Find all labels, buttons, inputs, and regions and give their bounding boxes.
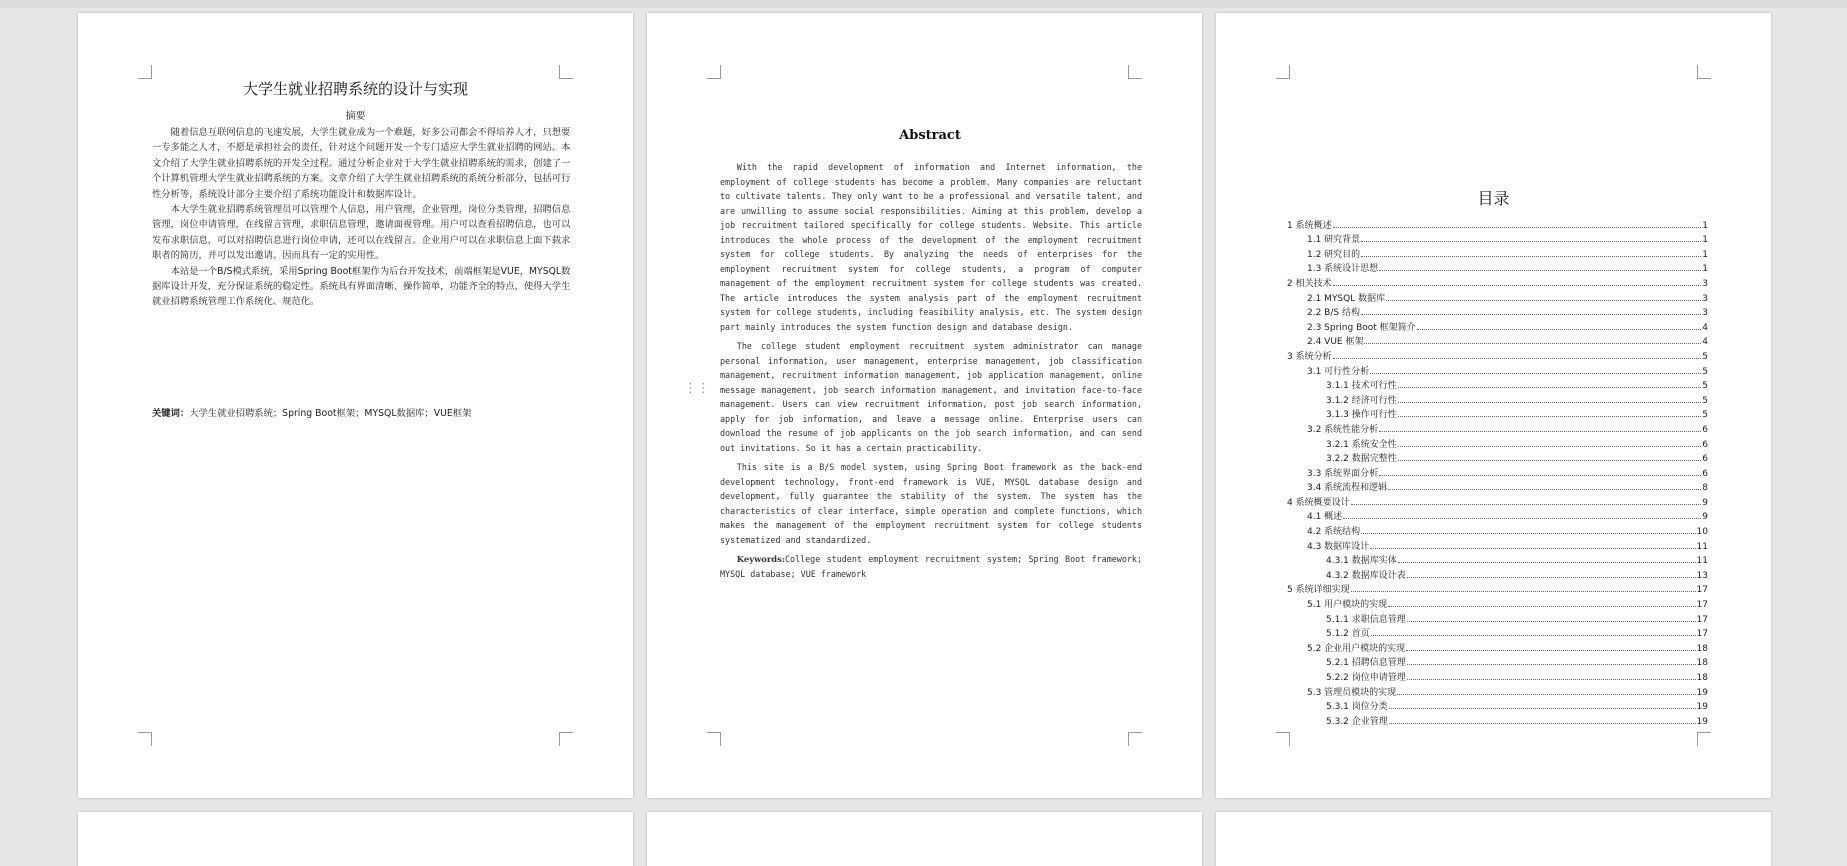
toc-entry-page-number: 5 [1702,381,1708,392]
window-top-strip [0,0,1847,8]
toc-entry[interactable] [1287,318,1708,333]
toc-entry-page-number: 1 [1702,249,1708,260]
document-page-4-partial [78,812,633,866]
toc-entry-title: 5.1.1 求职信息管理 [1326,614,1406,625]
toc-entry-page-number: 5 [1702,395,1708,406]
toc-entry-page-number: 19 [1696,702,1708,713]
toc-entry-title: 5.3.2 企业管理 [1326,716,1388,727]
toc-entry-page-number: 9 [1702,512,1708,523]
toc-entry[interactable] [1287,391,1708,406]
margin-mark [1697,65,1711,79]
toc-entry-title: 4 系统概要设计 [1287,497,1350,508]
toc-leader-dots [1379,270,1701,271]
abstract-paragraph[interactable]: 本站是一个B/S模式系统，采用Spring Boot框架作为后台开发技术，前端框架是VUE，MYSQL数据库设计开发，充分保证系统的稳定性。系统具有界面清晰、操作简单，功能齐全的特点，使得大学生就业招聘系统管理工作系统化、规范化。 [152,265,571,308]
document-page-1 [78,13,633,798]
toc-entry-page-number: 17 [1696,600,1708,611]
toc-leader-dots [1398,446,1702,447]
toc-entry-title: 3.2 系统性能分析 [1307,424,1379,435]
toc-entry-title: 3.2.2 数据完整性 [1326,454,1397,465]
toc-entry-page-number: 11 [1696,556,1708,567]
chinese-abstract-body[interactable] [152,125,572,310]
document-page-5-partial [647,812,1202,866]
toc-entry-title: 5 系统详细实现 [1287,585,1350,596]
keywords-label: Keywords: [736,554,785,564]
toc-entry[interactable] [1287,610,1708,625]
toc-entry-title: 3.3 系统界面分析 [1307,468,1379,479]
document-page-2 [647,13,1202,798]
chinese-keywords[interactable] [152,405,572,419]
toc-entry-page-number: 6 [1702,454,1708,465]
toc-entry-page-number: 1 [1702,235,1708,246]
toc-entry-page-number: 5 [1702,366,1708,377]
toc-leader-dots [1361,533,1695,534]
keywords-label: 关键词： [152,408,190,419]
toc-entry[interactable] [1287,668,1708,683]
toc-leader-dots [1333,227,1702,228]
toc-entry-page-number: 19 [1696,687,1708,698]
toc-leader-dots [1398,460,1702,461]
toc-entry-page-number: 1 [1702,220,1708,231]
toc-entry-title: 3.1.2 经济可行性 [1326,395,1397,406]
toc-entry-title: 2 相关技术 [1287,278,1332,289]
toc-leader-dots [1364,343,1701,344]
toc-entry[interactable] [1287,683,1708,698]
toc-entry-title: 4.3 数据库设计 [1307,541,1370,552]
toc-entry[interactable] [1287,595,1708,610]
toc-entry[interactable] [1287,508,1708,523]
toc-leader-dots [1371,635,1696,636]
toc-heading[interactable]: 目录 [1477,189,1510,208]
toc-entry-page-number: 18 [1696,673,1708,683]
toc-leader-dots [1333,358,1702,359]
toc-entry-title: 3.1.1 技术可行性 [1326,381,1397,392]
toc-entry[interactable] [1287,420,1708,435]
toc-entry[interactable] [1287,712,1708,727]
document-title[interactable]: 大学生就业招聘系统的设计与实现 [242,80,468,98]
table-of-contents [1287,216,1708,727]
toc-entry[interactable] [1287,289,1708,304]
toc-entry[interactable] [1287,537,1708,552]
margin-mark [1128,65,1142,79]
toc-leader-dots [1379,475,1701,476]
toc-leader-dots [1351,591,1696,592]
margin-mark [1276,732,1290,746]
toc-entry-title: 3.4 系统流程和逻辑 [1307,483,1388,494]
english-abstract-body[interactable] [720,160,1142,581]
toc-entry[interactable] [1287,245,1708,260]
abstract-paragraph[interactable]: With the rapid development of information and Internet information, the employment of college students has become a problem. Many companies are reluctant to cultivate talents. They only want to be a professional and versatile talent, and are unwilling to assume social responsibilities. Aiming at this problem, develop a job recruitment tailored specifically for college students. Website. This article introduces the whole process of the development of the employment recruitment system for college students. By analyzing the needs of enterprises for the employment recruitment system for college students, a program of computer management of the employment recruitment system for college students was created. The article introduces the system analysis part of the employment recruitment system for college students, including feasibility analysis, etc. The system design part mainly introduces the system function design and database design. [720,162,1142,332]
toc-entry-page-number: 8 [1702,483,1708,494]
toc-entry-page-number: 17 [1696,629,1708,640]
toc-leader-dots [1361,241,1701,242]
keywords-text: College student employment recruitment system; Spring Boot framework; MYSQL database; VUE framework [720,554,1142,579]
document-page-6-partial [1216,812,1771,866]
keywords-text: 大学生就业招聘系统；Spring Boot框架；MYSQL数据库；VUE框架 [189,408,472,419]
toc-entry[interactable] [1287,698,1708,713]
toc-entry-page-number: 6 [1702,439,1708,450]
toc-leader-dots [1407,679,1696,680]
margin-mark [138,732,152,746]
toc-leader-dots [1407,577,1696,578]
toc-entry-title: 5.2 企业用户模块的实现 [1307,643,1406,654]
toc-leader-dots [1379,431,1701,432]
abstract-paragraph[interactable]: The college student employment recruitment system administrator can manage personal information, user management, enterprise management, job classification management, recruitment information management, job application management, online message management, job search information management, and invitation face-to-face management. Users can view recruitment information, post job search information, apply for job information, and leave a message online. Enterprise users can download the resume of job applicants on the job search information, and can send out invitations. So it has a certain practicability. [720,341,1142,453]
toc-entry-title: 3.2.1 系统安全性 [1326,439,1397,450]
toc-entry-page-number: 3 [1702,293,1708,304]
toc-entry[interactable] [1287,260,1708,275]
toc-entry[interactable] [1287,216,1708,231]
toc-entry-title: 1.2 研究目的 [1307,249,1361,260]
toc-entry[interactable] [1287,362,1708,377]
toc-leader-dots [1398,562,1696,563]
toc-entry-title: 5.2.1 招聘信息管理 [1326,658,1406,669]
toc-entry-title: 3.1.3 操作可行性 [1326,410,1397,421]
margin-mark [1697,732,1711,746]
margin-mark [559,65,573,79]
toc-leader-dots [1388,489,1701,490]
toc-leader-dots [1398,402,1702,403]
toc-entry[interactable] [1287,347,1708,362]
toc-leader-dots [1351,504,1702,505]
toc-leader-dots [1333,285,1702,286]
toc-entry-title: 2.1 MYSQL 数据库 [1307,293,1386,304]
toc-entry-page-number: 10 [1696,527,1708,538]
toc-entry[interactable] [1287,333,1708,348]
toc-entry-page-number: 19 [1696,716,1708,727]
toc-leader-dots [1389,708,1696,709]
toc-entry-page-number: 4 [1702,322,1708,333]
toc-entry[interactable] [1287,406,1708,421]
toc-entry-title: 5.1.2 首页 [1326,629,1370,640]
toc-entry-title: 5.2.2 岗位申请管理 [1326,673,1406,683]
toc-entry[interactable] [1287,566,1708,581]
toc-leader-dots [1386,300,1701,301]
toc-entry-page-number: 3 [1702,308,1708,319]
toc-entry-page-number: 4 [1702,337,1708,348]
toc-leader-dots [1398,416,1702,417]
margin-mark [138,65,152,79]
toc-entry-title: 4.3.2 数据库设计表 [1326,570,1406,581]
english-keywords[interactable] [720,552,1142,581]
toc-leader-dots [1361,256,1701,257]
toc-entry[interactable] [1287,522,1708,537]
toc-entry[interactable] [1287,304,1708,319]
abstract-paragraph[interactable]: 随着信息互联网信息的飞速发展，大学生就业成为一个难题，好多公司都会不得培养人才，只想要一专多能之人才，不愿是承担社会的责任，针对这个问题开发一个专门适应大学生就业招聘的网站。本文介绍了大学生就业招聘系统的开发全过程。通过分析企业对于大学生就业招聘系统的需求，创建了一个计算机管理大学生就业招聘系统的方案。文章介绍了大学生就业招聘系统的系统分析部分，包括可行性分析等，系统设计部分主要介绍了系统功能设计和数据库设计。 [152,127,571,200]
toc-entry[interactable] [1287,450,1708,465]
document-page-3 [1216,13,1771,798]
margin-mark [707,65,721,79]
toc-entry-title: 5.3.1 岗位分类 [1326,702,1388,713]
toc-entry-title: 1.3 系统设计思想 [1307,264,1379,275]
toc-leader-dots [1370,373,1701,374]
toc-entry-title: 4.3.1 数据库实体 [1326,556,1397,567]
toc-entry[interactable] [1287,435,1708,450]
toc-entry-page-number: 17 [1696,585,1708,596]
toc-entry-page-number: 1 [1702,264,1708,275]
toc-entry[interactable] [1287,231,1708,246]
toc-entry-title: 2.2 B/S 结构 [1307,308,1360,319]
toc-entry[interactable] [1287,464,1708,479]
toc-leader-dots [1388,606,1695,607]
toc-entry-page-number: 17 [1696,614,1708,625]
margin-mark [1128,732,1142,746]
toc-entry-page-number: 18 [1696,658,1708,669]
toc-leader-dots [1398,387,1702,388]
toc-entry[interactable] [1287,581,1708,596]
toc-leader-dots [1343,518,1701,519]
toc-leader-dots [1407,664,1696,665]
toc-leader-dots [1406,650,1695,651]
toc-entry-page-number: 6 [1702,424,1708,435]
toc-entry[interactable] [1287,493,1708,508]
toc-entry[interactable] [1287,625,1708,640]
toc-entry-page-number: 5 [1702,351,1708,362]
toc-entry-page-number: 5 [1702,410,1708,421]
toc-entry-page-number: 11 [1696,541,1708,552]
toc-entry-title: 1.1 研究背景 [1307,235,1361,246]
toc-entry-title: 5.1 用户模块的实现 [1307,600,1388,611]
abstract-paragraph[interactable]: 本大学生就业招聘系统管理员可以管理个人信息，用户管理，企业管理，岗位分类管理，招聘信息管理，岗位申请管理，在线留言管理，求职信息管理，邀请面视管理。用户可以查看招聘信息，也可以发布求职信息，可以对招聘信息进行岗位申请，还可以在线留言。企业用户可以在求职信息上面下载求职者的简历，并可以发出邀请。因而具有一定的实用性。 [152,204,571,262]
margin-mark [1276,65,1290,79]
toc-leader-dots [1417,329,1702,330]
toc-entry[interactable] [1287,639,1708,654]
toc-entry-title: 1 系统概述 [1287,220,1332,231]
toc-entry[interactable] [1287,479,1708,494]
margin-mark [559,732,573,746]
toc-entry-page-number: 13 [1696,570,1708,581]
toc-entry[interactable] [1287,654,1708,669]
toc-entry[interactable] [1287,274,1708,289]
toc-entry-page-number: 3 [1702,278,1708,289]
toc-leader-dots [1370,548,1695,549]
abstract-paragraph[interactable]: This site is a B/S model system, using Spring Boot framework as the back-end development technology, front-end framework is VUE, MYSQL database design and development, fully guarantee the stability of the system. The system has the characteristics of clear interface, simple operation and complete functions, which makes the management of the employment recruitment system for college students systematized and standardized. [720,462,1142,545]
english-abstract-heading[interactable]: Abstract [899,128,961,143]
drag-handle-icon[interactable]: ⋮⋮ [684,381,710,396]
abstract-heading[interactable]: 摘要 [345,111,366,122]
margin-mark [707,732,721,746]
toc-leader-dots [1389,723,1696,724]
toc-leader-dots [1361,314,1701,315]
toc-entry-title: 5.3 管理员模块的实现 [1307,687,1397,698]
toc-entry-title: 4.1 概述 [1307,512,1343,523]
toc-entry-page-number: 18 [1696,643,1708,654]
toc-entry[interactable] [1287,377,1708,392]
toc-leader-dots [1397,694,1695,695]
toc-entry-title: 3 系统分析 [1287,351,1332,362]
toc-entry-title: 2.4 VUE 框架 [1307,337,1364,348]
toc-entry-title: 2.3 Spring Boot 框架简介 [1307,322,1416,333]
toc-entry-page-number: 9 [1702,497,1708,508]
toc-entry[interactable] [1287,552,1708,567]
toc-entry-page-number: 6 [1702,468,1708,479]
toc-entry-title: 3.1 可行性分析 [1307,366,1370,377]
toc-entry-title: 4.2 系统结构 [1307,527,1361,538]
toc-leader-dots [1407,621,1696,622]
